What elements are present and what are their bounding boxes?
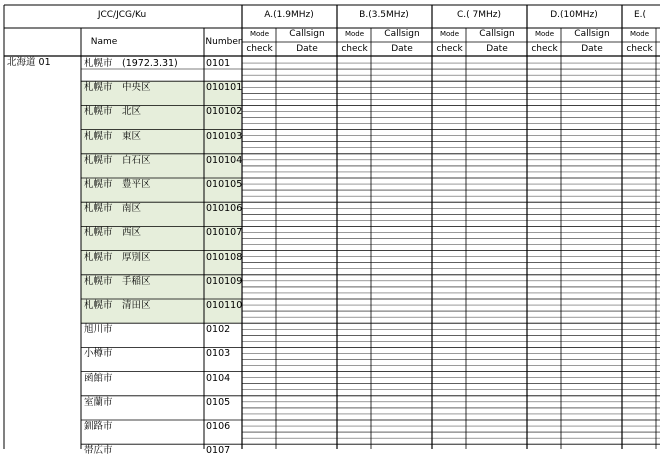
row-number: 010104 [206,154,243,166]
row-number: 010109 [206,275,243,287]
row-name: 札幌市 北区 [84,106,142,118]
row-name: 札幌市 中央区 [84,82,151,94]
row-number: 010101 [206,82,243,94]
number-column-header: Number [205,37,242,47]
mode-subheader: Mode [629,30,650,38]
row-number: 0101 [206,58,231,69]
row-number: 010102 [206,106,243,118]
callsign-subheader: Callsign [479,29,515,39]
check-subheader: check [246,44,273,54]
jcc-header: JCC/JCG/Ku [97,10,147,20]
row-name: 室蘭市 [84,396,113,408]
row-number: 010105 [206,179,243,190]
band-e-header: E.( [633,10,647,20]
mode-subheader: Mode [534,30,555,38]
row-number: 010110 [206,300,243,311]
name-column-header: Name [90,37,118,47]
row-name: 札幌市 白石区 [84,154,151,166]
row-number: 0103 [206,348,231,360]
row-name: 札幌市 手稲区 [84,275,151,287]
row-number: 0102 [206,324,231,336]
check-subheader: check [436,44,463,54]
row-name: 札幌市 厚別区 [84,251,151,263]
row-number: 0106 [206,421,231,432]
date-subheader: Date [486,44,508,54]
band-a-header: A.(1.9MHz) [264,10,314,20]
date-subheader: Date [391,44,413,54]
row-name: 札幌市 東区 [84,130,142,142]
row-name: 帯広市 [84,445,113,456]
row-name: 札幌市 西区 [84,227,142,239]
band-b-header: B.(3.5MHz) [359,10,409,20]
row-name: 小樽市 [84,348,113,360]
mode-subheader: Mode [439,30,460,38]
callsign-subheader: Callsign [574,29,610,39]
check-subheader: check [531,44,558,54]
mode-subheader: Mode [344,30,365,38]
row-name: 札幌市 豊平区 [84,179,151,190]
callsign-subheader: Callsign [289,29,325,39]
row-number: 0105 [206,396,231,408]
check-subheader: check [341,44,368,54]
mode-subheader: Mode [249,30,270,38]
row-number: 010108 [206,251,243,263]
row-name: 函館市 [84,372,113,384]
row-number: 010103 [206,130,243,142]
band-d-header: D.(10MHz) [550,10,598,20]
date-subheader: Date [296,44,318,54]
row-name: 札幌市 (1972.3.31) [84,58,178,69]
row-name: 札幌市 清田区 [84,300,151,311]
check-subheader: check [626,44,653,54]
row-name: 札幌市 南区 [84,203,142,215]
callsign-subheader: Callsign [384,29,420,39]
row-number: 010107 [206,227,243,239]
row-name: 釧路市 [84,421,113,432]
date-subheader: Date [581,44,603,54]
band-c-header: C.( 7MHz) [456,10,501,20]
prefecture-label: 北海道 01 [7,57,51,68]
row-number: 0104 [206,372,231,384]
row-number: 0107 [206,445,231,456]
row-number: 010106 [206,203,243,215]
row-name: 旭川市 [84,324,113,336]
